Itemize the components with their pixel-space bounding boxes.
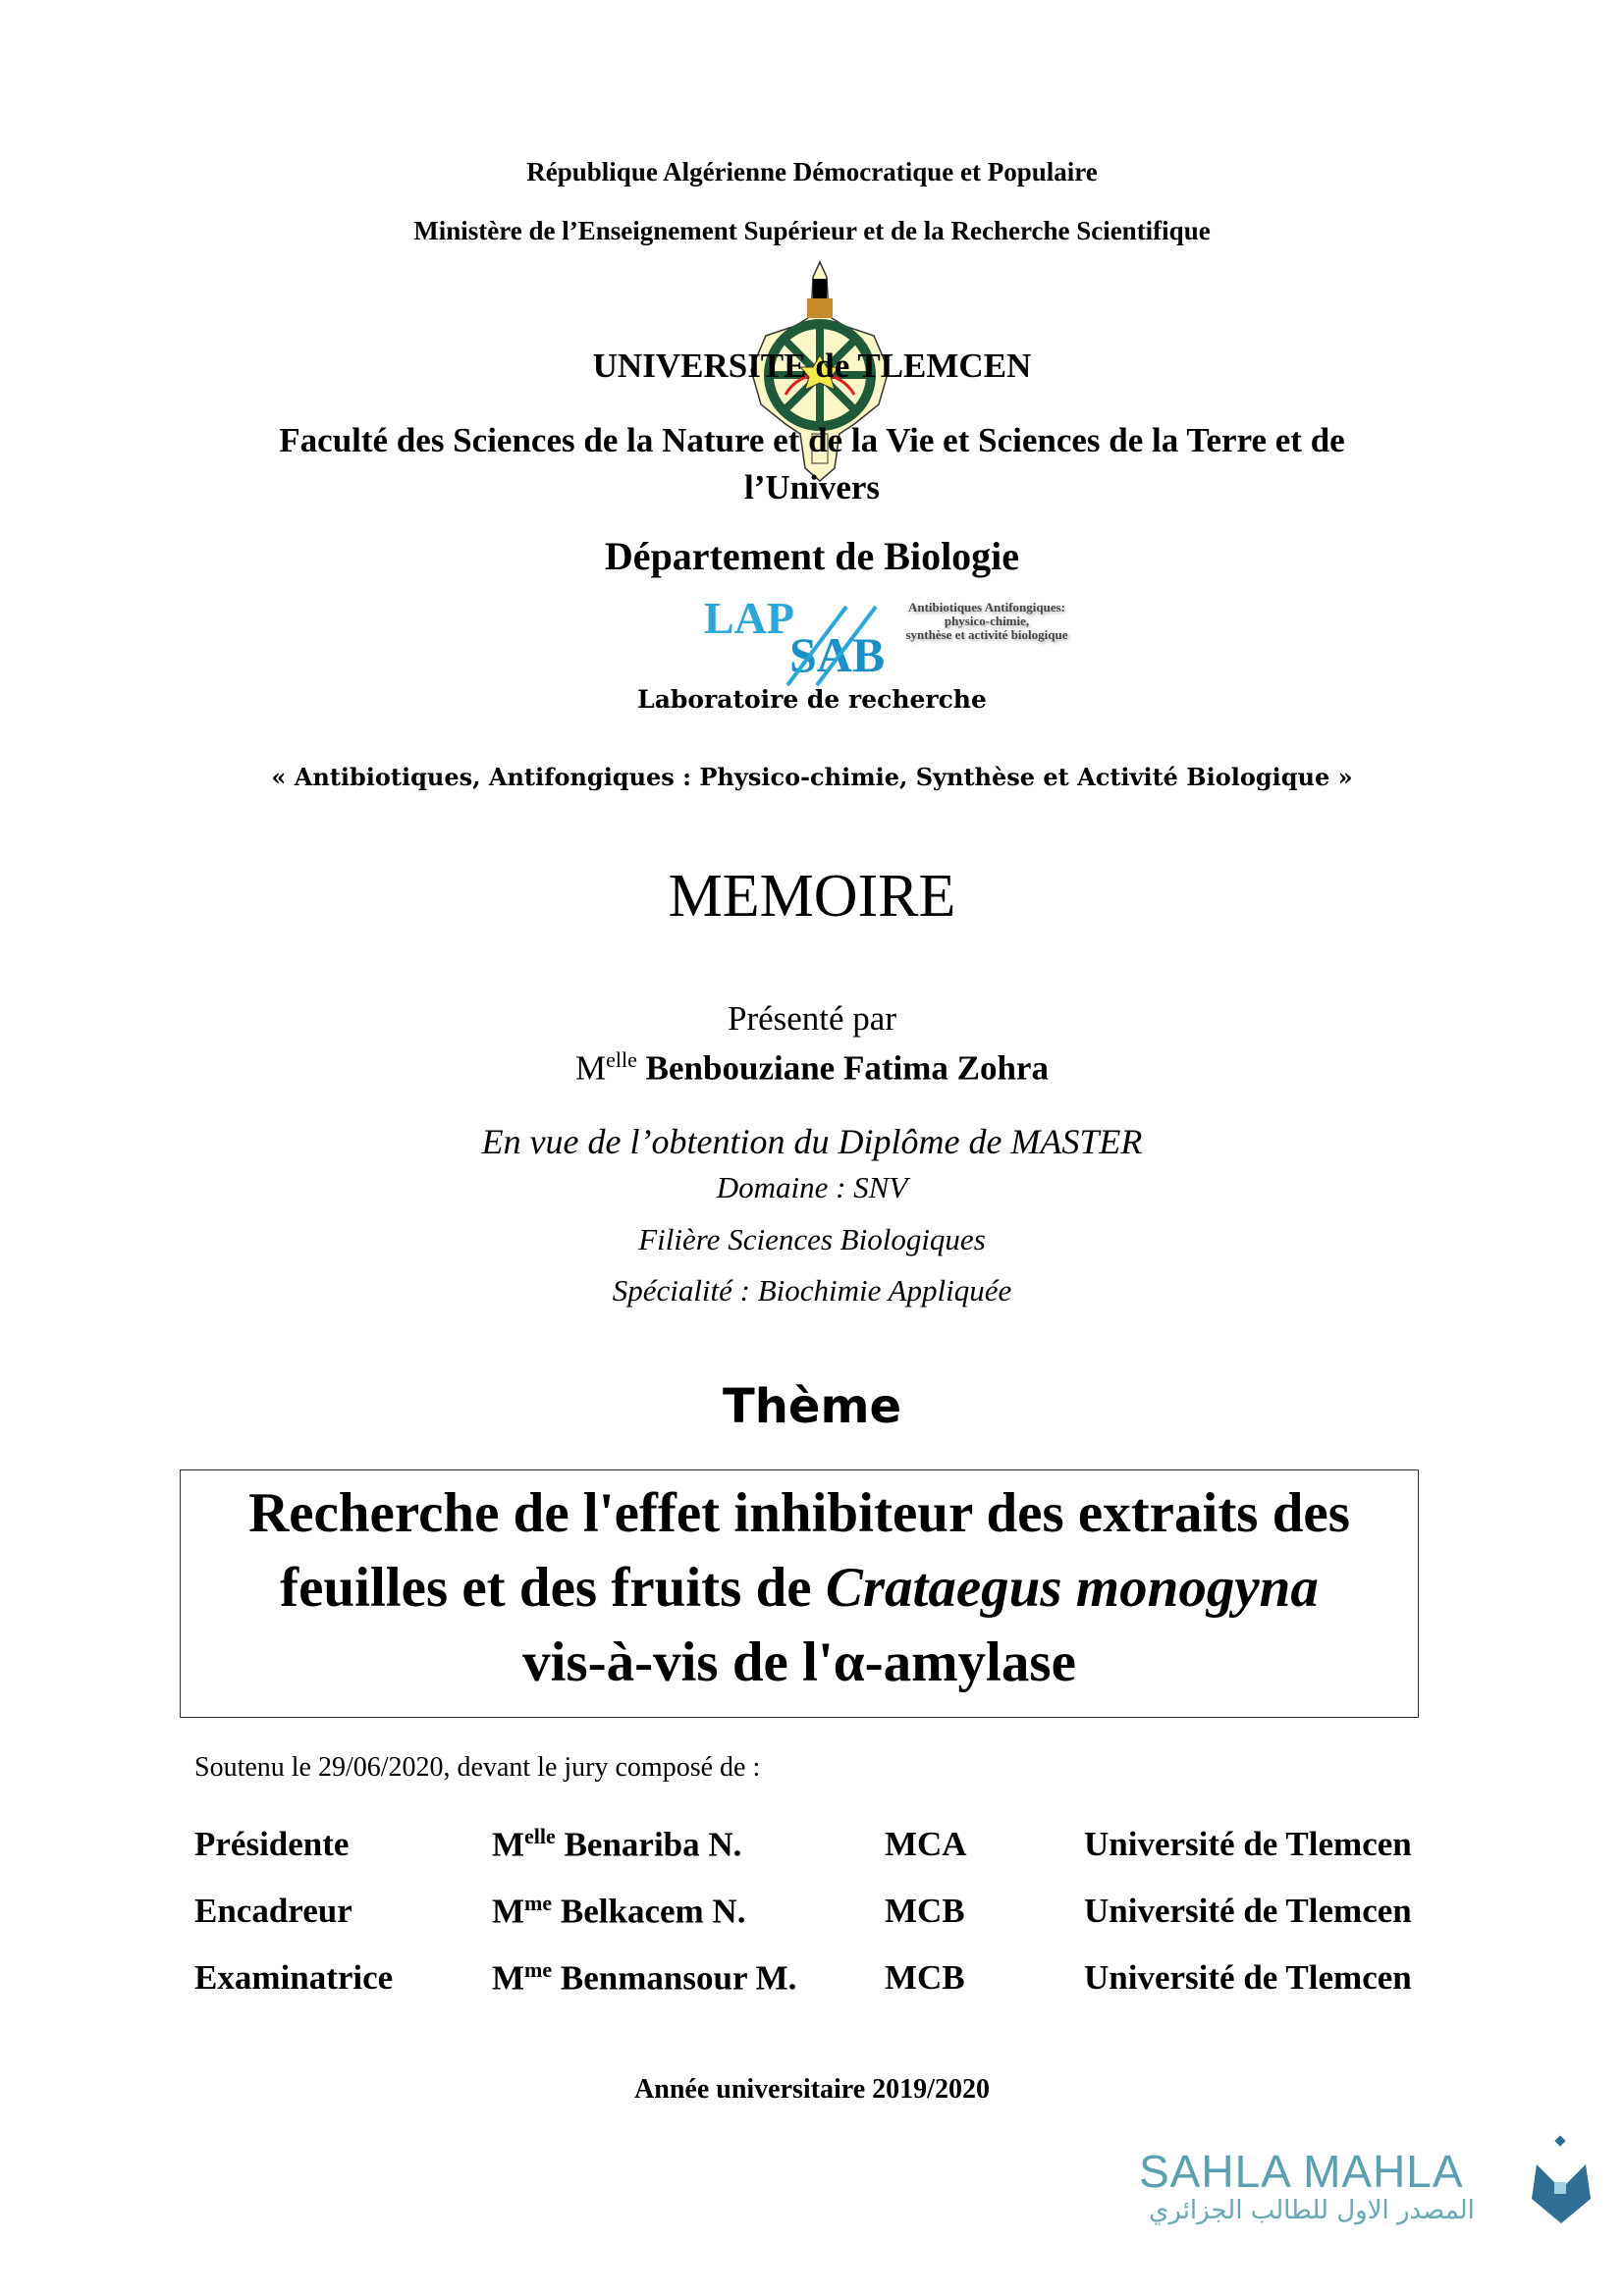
lab-label: Laboratoire de recherche xyxy=(637,685,987,714)
jury-row: Présidente $M^{elle}$ Benariba N. MCA Université de Tlemcen xyxy=(194,1824,1412,1864)
university-name: UNIVERSITE de TLEMCEN xyxy=(592,347,1032,385)
faculty-name xyxy=(0,417,1624,511)
academic-year: Année universitaire 2019/2020 xyxy=(634,2074,990,2105)
degree-line: En vue de l’obtention du Diplôme de MASTER xyxy=(481,1122,1143,1161)
presented-by: Présenté par xyxy=(727,999,896,1038)
title-line-3: vis-à-vis de l'α-amylase xyxy=(522,1631,1076,1693)
defense-intro: Soutenu le 29/06/2020, devant le jury composé de : xyxy=(194,1752,761,1783)
sahla-mahla-logo-icon xyxy=(1527,2135,1596,2228)
thesis-title-box xyxy=(180,1469,1419,1718)
title-line-1: Recherche de l'effet inhibiteur des extraits des xyxy=(248,1482,1350,1544)
faculty-line-1: Faculté des Sciences de la Nature et de la Vie et Sciences de la Terre et de xyxy=(279,421,1345,459)
field-line: Filière Sciences Biologiques xyxy=(638,1222,986,1256)
lab-logo-caption: Antibiotiques Antifongiques: physico-chimie, synthèse et activité biologique xyxy=(905,600,1068,642)
document-type: MEMOIRE xyxy=(668,863,956,930)
author-name: Benbouziane Fatima Zohra xyxy=(645,1048,1049,1088)
domain-line: Domaine : SNV xyxy=(716,1170,908,1204)
ministry-line: Ministère de l’Enseignement Supérieur et de la Recherche Scientifique xyxy=(413,216,1211,245)
jury-table xyxy=(194,1811,1471,2011)
author-line: $M^{elle}$ Benbouziane Fatima Zohra xyxy=(575,1047,1049,1088)
watermark-brand: SAHLA MAHLA xyxy=(1139,2146,1464,2197)
lab-name: « Antibiotiques, Antifongiques : Physico-chimie, Synthèse et Activité Biologique » xyxy=(271,763,1353,791)
lab-logo: LAP SAB Antibiotiques Antifongiques: physico-chimie, synthèse et activité biologique xyxy=(699,587,1092,695)
faculty-line-2: l’Univers xyxy=(743,468,881,507)
republic-line: République Algérienne Démocratique et Populaire xyxy=(526,157,1098,187)
title-line-2: feuilles et des fruits de Crataegus monogyna xyxy=(280,1557,1319,1619)
jury-row: Encadreur $M^{me}$ Belkacem N. MCB Université de Tlemcen xyxy=(194,1891,1412,1931)
specialty-line: Spécialité : Biochimie Appliquée xyxy=(612,1273,1012,1308)
theme-label: Thème xyxy=(722,1379,902,1434)
department-name: Département de Biologie xyxy=(604,534,1020,578)
jury-row: Examinatrice $M^{me}$ Benmansour M. MCB Université de Tlemcen xyxy=(194,1957,1412,1998)
watermark-tagline: المصدر الاول للطالب الجزائري xyxy=(1149,2196,1475,2225)
sahla-mahla-watermark xyxy=(1139,2145,1610,2233)
